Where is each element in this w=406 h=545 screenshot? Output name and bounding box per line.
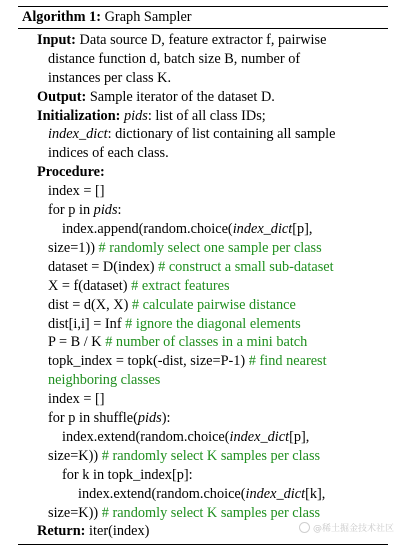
input-line-2: [18, 50, 388, 69]
output-keyword: Output:: [37, 88, 87, 105]
input-line-1: [18, 31, 388, 50]
code-line-07: [18, 296, 388, 315]
code-line-09: [18, 333, 388, 352]
code-line-02: [18, 201, 388, 220]
code-var: index_dict: [229, 428, 290, 445]
code-line-13: [18, 409, 388, 428]
watermark-text: @稀土掘金技术社区: [312, 524, 394, 534]
code-comment: # number of classes in a mini batch: [105, 334, 308, 351]
code-text: [p],: [289, 428, 310, 445]
code-text: [k],: [305, 485, 326, 502]
algorithm-name: Graph Sampler: [104, 9, 192, 25]
code-text: size=K)): [48, 447, 99, 464]
code-text: for p in: [48, 202, 94, 219]
code-var: pids: [137, 410, 162, 427]
init-line-1: [18, 107, 388, 126]
code-text: dist = d(X, X): [48, 296, 129, 313]
code-line-04: [18, 239, 388, 258]
code-text: P = B / K: [48, 334, 102, 351]
init-index-dict: index_dict: [48, 126, 108, 143]
code-text: index.extend(random.choice(: [78, 485, 246, 502]
return-text: iter(index): [89, 523, 150, 540]
output-text: Sample iterator of the dataset D.: [89, 88, 275, 105]
input-text-1: Data source D, feature extractor f, pairwise: [79, 31, 327, 48]
code-text: for p in shuffle(: [48, 410, 138, 427]
algorithm-box: [18, 6, 388, 545]
code-text: ):: [161, 410, 171, 427]
code-line-15: [18, 447, 388, 466]
algorithm-title: [18, 7, 388, 28]
code-var: index_dict: [245, 485, 306, 502]
code-line-18: [18, 504, 388, 523]
init-line-3: [18, 144, 388, 163]
code-text: for k in topk_index[p]:: [62, 466, 193, 483]
code-comment: # construct a small sub-dataset: [158, 258, 334, 275]
code-line-12: [18, 390, 388, 409]
watermark-icon: [299, 522, 310, 533]
algorithm-label: Algorithm 1:: [22, 9, 102, 25]
code-line-03: [18, 220, 388, 239]
code-comment: # randomly select one sample per class: [98, 239, 322, 256]
code-line-14: [18, 428, 388, 447]
input-text-2: distance function d, batch size B, number of: [48, 50, 301, 67]
code-var: pids: [93, 202, 118, 219]
code-comment: neighboring classes: [48, 372, 161, 389]
code-comment: # ignore the diagonal elements: [125, 315, 301, 332]
init-keyword: Initialization:: [37, 107, 121, 124]
code-text: :: [117, 202, 122, 219]
code-line-11: [18, 371, 388, 390]
code-line-17: [18, 485, 388, 504]
code-line-16: [18, 466, 388, 485]
code-text: index.append(random.choice(: [62, 220, 233, 237]
code-text: [p],: [292, 220, 313, 237]
code-text: index = []: [48, 391, 105, 408]
code-comment: # randomly select K samples per class: [101, 447, 321, 464]
init-text-1: : list of all class IDs;: [147, 107, 266, 124]
input-keyword: Input:: [37, 31, 76, 48]
code-comment: # find nearest: [248, 353, 327, 370]
code-text: topk_index = topk(-dist, size=P-1): [48, 353, 246, 370]
code-comment: # randomly select K samples per class: [101, 504, 321, 521]
code-text: size=K)): [48, 504, 99, 521]
code-line-08: [18, 315, 388, 334]
code-text: dataset = D(index): [48, 258, 155, 275]
init-pids: pids: [123, 107, 148, 124]
code-text: index = []: [48, 183, 105, 200]
code-line-10: [18, 352, 388, 371]
init-line-2: [18, 125, 388, 144]
algorithm-body: [18, 29, 388, 541]
code-comment: # calculate pairwise distance: [131, 296, 296, 313]
code-var: index_dict: [232, 220, 293, 237]
code-line-05: [18, 258, 388, 277]
input-line-3: [18, 69, 388, 88]
code-text: index.extend(random.choice(: [62, 428, 230, 445]
return-keyword: Return:: [37, 523, 86, 540]
code-text: size=1)): [48, 239, 95, 256]
code-line-06: [18, 277, 388, 296]
code-comment: # extract features: [131, 277, 230, 294]
init-text-2: : dictionary of list containing all sample: [107, 126, 336, 143]
output-line: [18, 88, 388, 107]
procedure-line: [18, 163, 388, 182]
code-text: X = f(dataset): [48, 277, 128, 294]
input-text-3: instances per class K.: [48, 69, 172, 86]
code-text: dist[i,i] = Inf: [48, 315, 122, 332]
watermark: [299, 521, 394, 534]
code-line-01: [18, 182, 388, 201]
init-text-3: indices of each class.: [48, 145, 169, 162]
procedure-keyword: Procedure:: [37, 164, 105, 181]
